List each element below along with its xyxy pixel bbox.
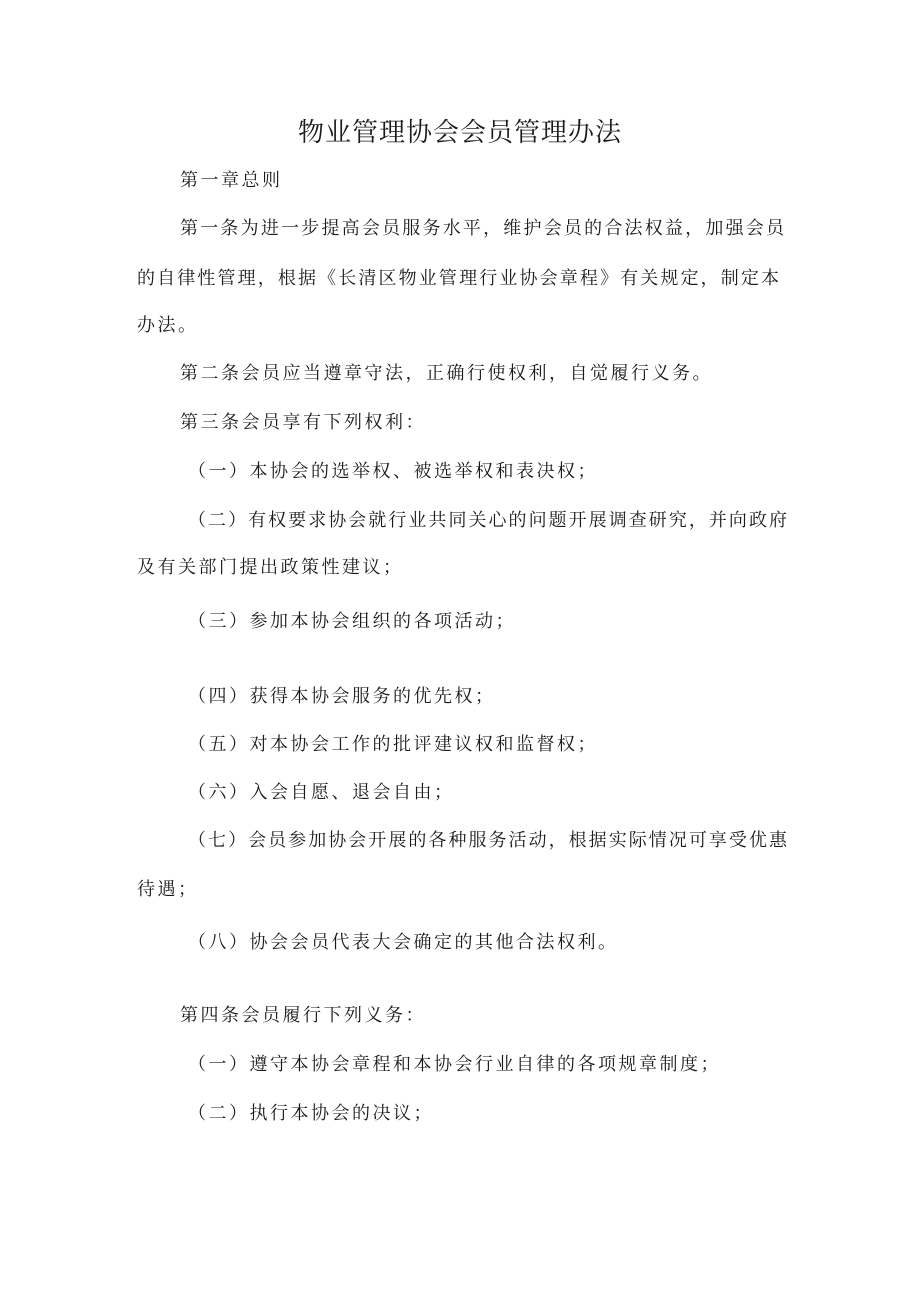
article-3-heading: 第三条会员享有下列权利： [180, 412, 426, 433]
chapter-heading: 第一章总则 [180, 170, 283, 191]
article-1-line-1: 第一条为进一步提高会员服务水平，维护会员的合法权益，加强会员 [180, 218, 784, 239]
article-3-item-2-line-2: 及有关部门提出政策性建议； [137, 557, 404, 578]
article-3-item-3: （三）参加本协会组织的各项活动； [188, 611, 516, 632]
article-1-line-2: 的自律性管理，根据《长清区物业管理行业协会章程》有关规定，制定本 [137, 268, 779, 289]
article-4-item-1: （一）遵守本协会章程和本协会行业自律的各项规章制度； [188, 1054, 721, 1075]
article-3-item-5: （五）对本协会工作的批评建议权和监督权； [188, 734, 598, 755]
article-3-item-8: （八）协会会员代表大会确定的其他合法权利。 [188, 932, 619, 953]
article-1-line-3: 办法。 [137, 315, 199, 336]
document-title: 物业管理协会会员管理办法 [297, 118, 622, 148]
article-3-item-1: （一）本协会的选举权、被选举权和表决权； [188, 461, 598, 482]
article-3-item-4: （四）获得本协会服务的优先权； [188, 686, 496, 707]
article-3-item-7-line-2: 待遇； [137, 879, 199, 900]
article-4-item-2: （二）执行本协会的决议； [188, 1103, 434, 1124]
article-3-item-6: （六）入会自愿、退会自由； [188, 782, 455, 803]
article-4-heading: 第四条会员履行下列义务： [180, 1005, 426, 1026]
article-3-item-7-line-1: （七）会员参加协会开展的各种服务活动，根据实际情况可享受优惠 [188, 830, 787, 851]
article-2: 第二条会员应当遵章守法，正确行使权利，自觉履行义务。 [180, 363, 713, 384]
article-3-item-2-line-1: （二）有权要求协会就行业共同关心的问题开展调查研究，并向政府 [188, 510, 787, 531]
